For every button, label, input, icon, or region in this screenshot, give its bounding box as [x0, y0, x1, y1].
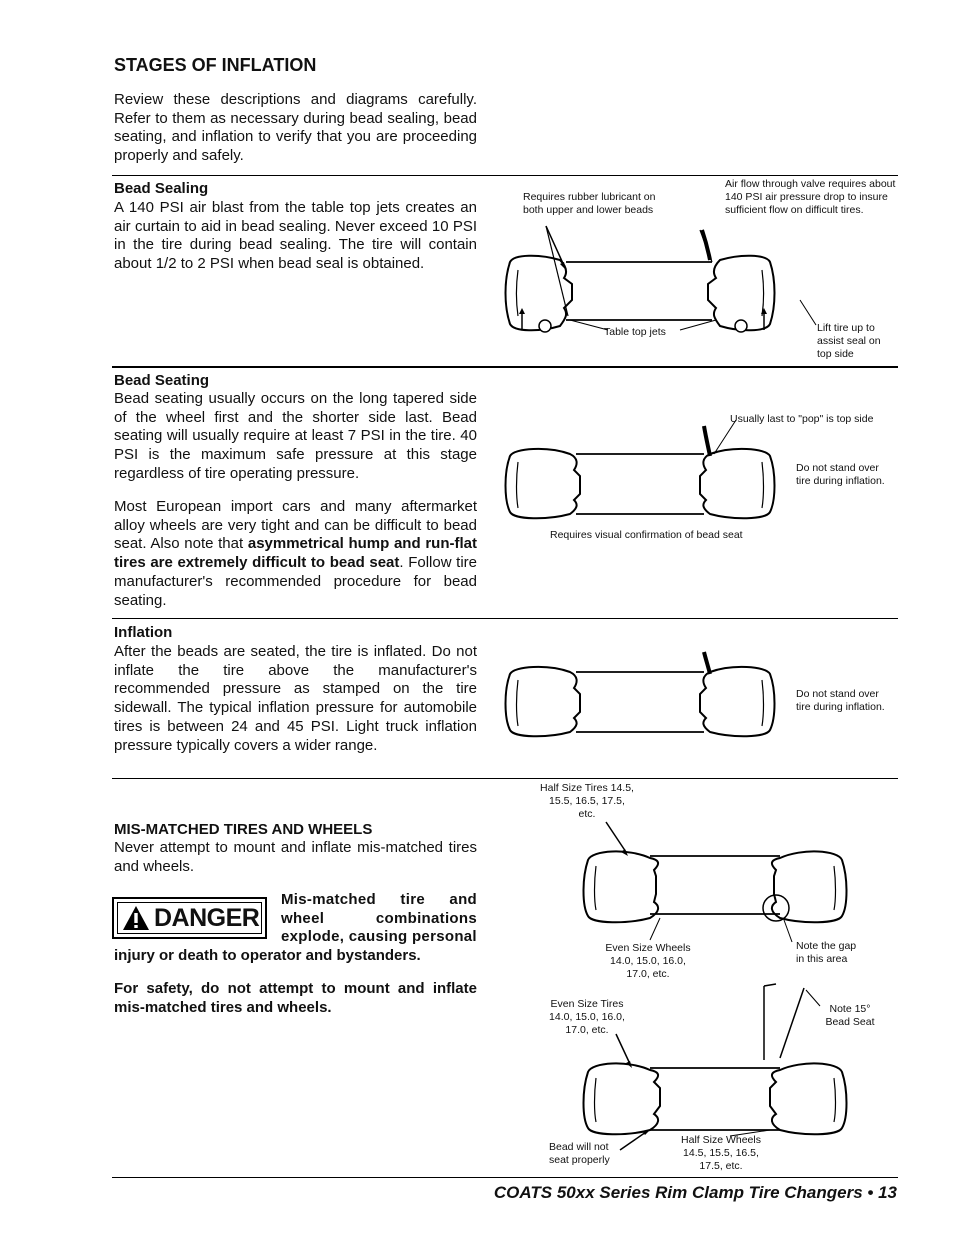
divider: [112, 366, 898, 368]
bead-seating-diagram: [500, 420, 800, 520]
caption-do-not-stand: Do not stand over tire during inflation.: [796, 688, 885, 713]
page-title: STAGES OF INFLATION: [114, 55, 317, 75]
caption-15-degree-bead-seat: Note 15° Bead Seat: [825, 1003, 875, 1028]
intro-text: Review these descriptions and diagrams carefully. Refer to them as necessary during bead sealing, bead seating, and inflation to verify that you are proceeding properly and safely.: [114, 91, 477, 165]
mismatched-diagram: [580, 820, 850, 1170]
bead-sealing-text: A 140 PSI air blast from the table top jets creates an air curtain to aid in bead sealing. Never exceed 10 PSI in the tire during bead sealing. The tire will contain about 1/2 to 2 PSI when bead seal is obtained.: [114, 199, 477, 273]
danger-badge: [112, 897, 267, 939]
caption-airflow: Air flow through valve requires about 140 PSI air pressure drop to insure sufficient flow on difficult tires.: [725, 178, 896, 216]
caption-bead-will-not-seat: Bead will not seat properly: [549, 1141, 610, 1166]
bead-sealing-diagram: [500, 190, 820, 350]
caption-even-size-wheels: Even Size Wheels 14.0, 15.0, 16.0, 17.0, etc.: [605, 942, 691, 980]
warning-triangle-icon: [122, 905, 150, 931]
caption-do-not-stand: Do not stand over tire during inflation.: [796, 462, 885, 487]
caption-lubricant: Requires rubber lubricant on both upper and lower beads: [523, 191, 656, 216]
danger-warning-rest: injury or death to operator and bystanders.: [114, 947, 421, 964]
bead-sealing-heading: Bead Sealing: [114, 180, 209, 197]
mismatched-text: Never attempt to mount and inflate mis-matched tires and wheels.: [114, 839, 477, 875]
inflation-text: After the beads are seated, the tire is inflated. Do not inflate the tire above the manufacturer's recommended pressure as stamped on the tire sidewall. The typical inflation pressure for automobile tires is between 24 and 45 PSI. Light truck inflation pressure typically covers a wider range.: [114, 643, 477, 754]
bead-seating-text-2: Most European import cars and many aftermarket alloy wheels are very tight and can be difficult to bead seat. Also note that asymmetrical hump and run-flat tires are extremely difficult to bead seat. Follow tire manufacturer's recommended procedure for bead seating.: [114, 498, 478, 609]
inflation-heading: Inflation: [114, 624, 173, 641]
danger-warning-side: Mis-matched tire and wheel combinations explode, causing personal: [281, 891, 477, 946]
inflation-diagram: [500, 650, 800, 750]
footer-rule: [112, 1177, 898, 1178]
divider: [112, 618, 898, 619]
page-footer: COATS 50xx Series Rim Clamp Tire Changers • 13: [493, 1183, 897, 1202]
caption-even-size-tires: Even Size Tires 14.0, 15.0, 16.0, 17.0, etc.: [549, 998, 625, 1036]
bead-seating-heading: Bead Seating: [114, 372, 210, 389]
caption-half-size-tires: Half Size Tires 14.5, 15.5, 16.5, 17.5, etc.: [540, 782, 634, 820]
caption-visual: Requires visual confirmation of bead seat: [550, 529, 743, 541]
bead-seating-text: Bead seating usually occurs on the long tapered side of the wheel first and the shorter side last. Bead seating will usually require at least 7 PSI in the tire. 40 PSI is the maximum safe pressure at this stage regardless of tire operating pressure.: [114, 390, 477, 482]
caption-lift: Lift tire up to assist seal on top side: [817, 322, 881, 360]
caption-table-jets: Table top jets: [604, 326, 666, 338]
mismatched-heading: MIS-MATCHED TIRES AND WHEELS: [114, 821, 373, 838]
caption-pop: Usually last to "pop" is top side: [730, 413, 874, 425]
divider: [112, 175, 898, 176]
caption-half-size-wheels: Half Size Wheels 14.5, 15.5, 16.5, 17.5, etc.: [681, 1134, 761, 1172]
danger-label: DANGER: [154, 903, 260, 932]
safety-note: For safety, do not attempt to mount and inflate mis-matched tires and wheels.: [114, 980, 477, 1016]
caption-gap: Note the gap in this area: [796, 940, 857, 965]
divider: [112, 778, 898, 779]
